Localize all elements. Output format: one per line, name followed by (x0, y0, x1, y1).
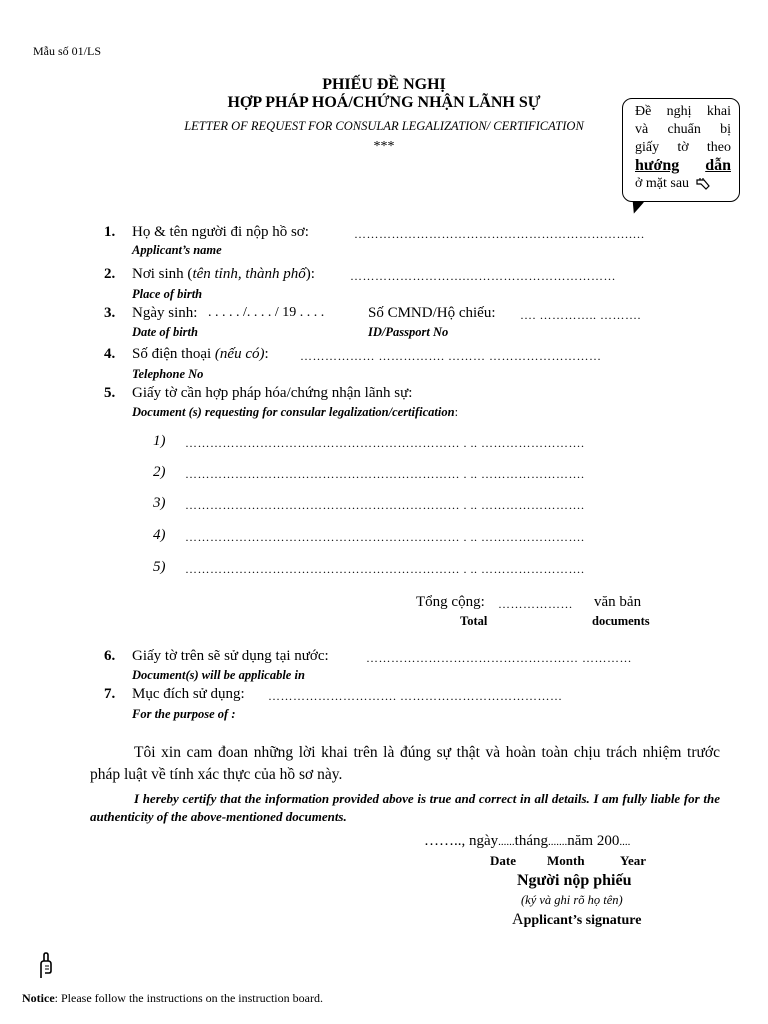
date-dots: ....... (548, 836, 568, 848)
field-number: 5. (104, 385, 116, 401)
date-of-birth-label-en: Date of birth (132, 325, 198, 339)
declaration-en: I hereby certify that the information provided above is true and correct in all details. I am fully liable for the authenticity of the above-mentioned documents. (90, 791, 720, 824)
bubble-text: bị (720, 122, 731, 137)
date-label-en: Date (490, 853, 516, 868)
telephone-label (132, 346, 269, 363)
label-text-italic: (nếu có) (214, 346, 265, 362)
country-of-use-label-en: Document(s) will be applicable in (132, 668, 305, 682)
bubble-text: khai (706, 104, 731, 119)
form-title-line2: HỢP PHÁP HOÁ/CHỨNG NHẬN LÃNH SỰ (227, 94, 541, 111)
document-item-label: 3) (153, 495, 166, 511)
date-text: ngày (469, 833, 499, 849)
date-of-birth-label: Ngày sinh: (132, 305, 198, 321)
declaration-vi: Tôi xin cam đoan những lời khai trên là đúng sự thật và hoàn toàn chịu trách nhiệm trước pháp luật về tính xác thực của hồ sơ này. (90, 744, 720, 783)
field-number: 1. (104, 224, 116, 240)
notice (22, 991, 323, 1006)
place-of-birth-label-en: Place of birth (132, 287, 203, 301)
label-text: A (512, 911, 524, 928)
id-passport-field[interactable]: …. ………….. ………. (520, 308, 641, 322)
date-dots: ...... (498, 836, 515, 848)
bubble-text: và (635, 122, 649, 137)
bubble-text: theo (706, 140, 731, 155)
country-of-use-field[interactable]: …………………………………………… ………… (366, 651, 632, 665)
document-item-label: 1) (153, 433, 166, 449)
field-number: 4. (104, 346, 116, 362)
year-label-en: Year (620, 853, 646, 868)
label-text: : (454, 405, 459, 419)
document-item-label: 2) (153, 464, 166, 480)
date-text: năm 200 (567, 833, 620, 849)
label-text-italic: tên tỉnh, thành phố (192, 266, 306, 282)
signature-date-line[interactable] (424, 833, 630, 850)
document-item-field[interactable]: ………………………………………………………… . .. ……………………. (185, 530, 585, 544)
form-title: PHIẾU ĐỀ NGHỊ (322, 76, 446, 93)
label-text: Document (s) requesting for consular legalization/certification (132, 405, 455, 419)
pointing-hand-icon (36, 952, 54, 980)
label-text: Nơi sinh ( (132, 266, 193, 282)
total-label-en: Total (460, 614, 488, 628)
signature-title-vi: Người nộp phiếu (517, 872, 632, 889)
notice-label: Notice (22, 991, 55, 1005)
bubble-guide-link: dẫn (705, 157, 731, 174)
document-item-field[interactable]: ………………………………………………………… . .. ……………………. (185, 498, 585, 512)
documents-label: Giấy tờ cần hợp pháp hóa/chứng nhận lãnh sự: (132, 385, 413, 401)
total-field[interactable]: ……………… (498, 597, 573, 611)
applicant-name-label-en: Applicant’s name (132, 243, 222, 257)
total-unit-en: documents (592, 614, 650, 628)
bubble-guide-link: hướng (635, 157, 680, 174)
documents-label-en (132, 405, 458, 420)
place-of-birth-label (132, 266, 315, 283)
label-text: pplicant’s signature (523, 913, 642, 928)
id-passport-label-en: ID/Passport No (368, 325, 449, 339)
bubble-text: tờ (677, 140, 689, 155)
place-of-birth-field[interactable]: ……………………….……………………………… (350, 269, 616, 283)
applicant-name-label: Họ & tên người đi nộp hồ sơ: (132, 224, 309, 240)
bubble-text: giấy (635, 140, 660, 155)
bubble-text: nghị (666, 104, 692, 119)
date-text: tháng (514, 833, 548, 849)
pencil-icon (695, 177, 711, 191)
title-separator: *** (373, 139, 395, 154)
date-dots: .... (619, 836, 631, 848)
label-text: ): (305, 266, 315, 282)
id-passport-label: Số CMND/Hộ chiếu: (368, 305, 496, 321)
field-number: 2. (104, 266, 116, 282)
signature-note-vi: (ký và ghi rõ họ tên) (521, 893, 623, 907)
date-of-birth-field[interactable]: . . . . . /. . . . / 19 . . . . (208, 305, 325, 320)
bubble-text: chuẩn (667, 122, 701, 137)
document-item-field[interactable]: ………………………………………………………… . .. ……………………. (185, 562, 585, 576)
document-item-field[interactable]: ………………………………………………………… . .. ……………………. (185, 436, 585, 450)
label-text: Số điện thoại (132, 346, 212, 362)
field-number: 3. (104, 305, 116, 321)
form-subtitle-en: LETTER OF REQUEST FOR CONSULAR LEGALIZATION/ CERTIFICATION (184, 119, 584, 133)
document-item-label: 4) (153, 527, 166, 543)
instruction-bubble (622, 98, 740, 202)
signature-title-en (512, 911, 641, 929)
label-text: : (264, 346, 269, 362)
country-of-use-label: Giấy tờ trên sẽ sử dụng tại nước: (132, 648, 329, 664)
field-number: 7. (104, 686, 116, 702)
bubble-text: Đề (635, 104, 652, 119)
document-item-field[interactable]: ………………………………………………………… . .. ……………………. (185, 467, 585, 481)
document-item-label: 5) (153, 559, 166, 575)
purpose-label-en: For the purpose of : (132, 707, 236, 721)
month-label-en: Month (547, 853, 585, 868)
field-number: 6. (104, 648, 116, 664)
form-number: Mẫu số 01/LS (33, 44, 102, 58)
purpose-label: Mục đích sử dụng: (132, 686, 245, 702)
telephone-label-en: Telephone No (132, 367, 204, 381)
total-unit: văn bản (594, 594, 642, 610)
total-label: Tổng cộng: (416, 594, 485, 610)
applicant-name-field[interactable]: ………………………………………………………….… (354, 227, 645, 241)
date-text: …….., (424, 833, 466, 849)
notice-text: : Please follow the instructions on the instruction board. (54, 991, 323, 1005)
bubble-text: ở mặt sau (635, 176, 690, 191)
telephone-field[interactable]: ……………… ……………. ……… ……………………… (300, 349, 602, 363)
purpose-field[interactable]: …………………………. ………………………………… (268, 689, 563, 703)
